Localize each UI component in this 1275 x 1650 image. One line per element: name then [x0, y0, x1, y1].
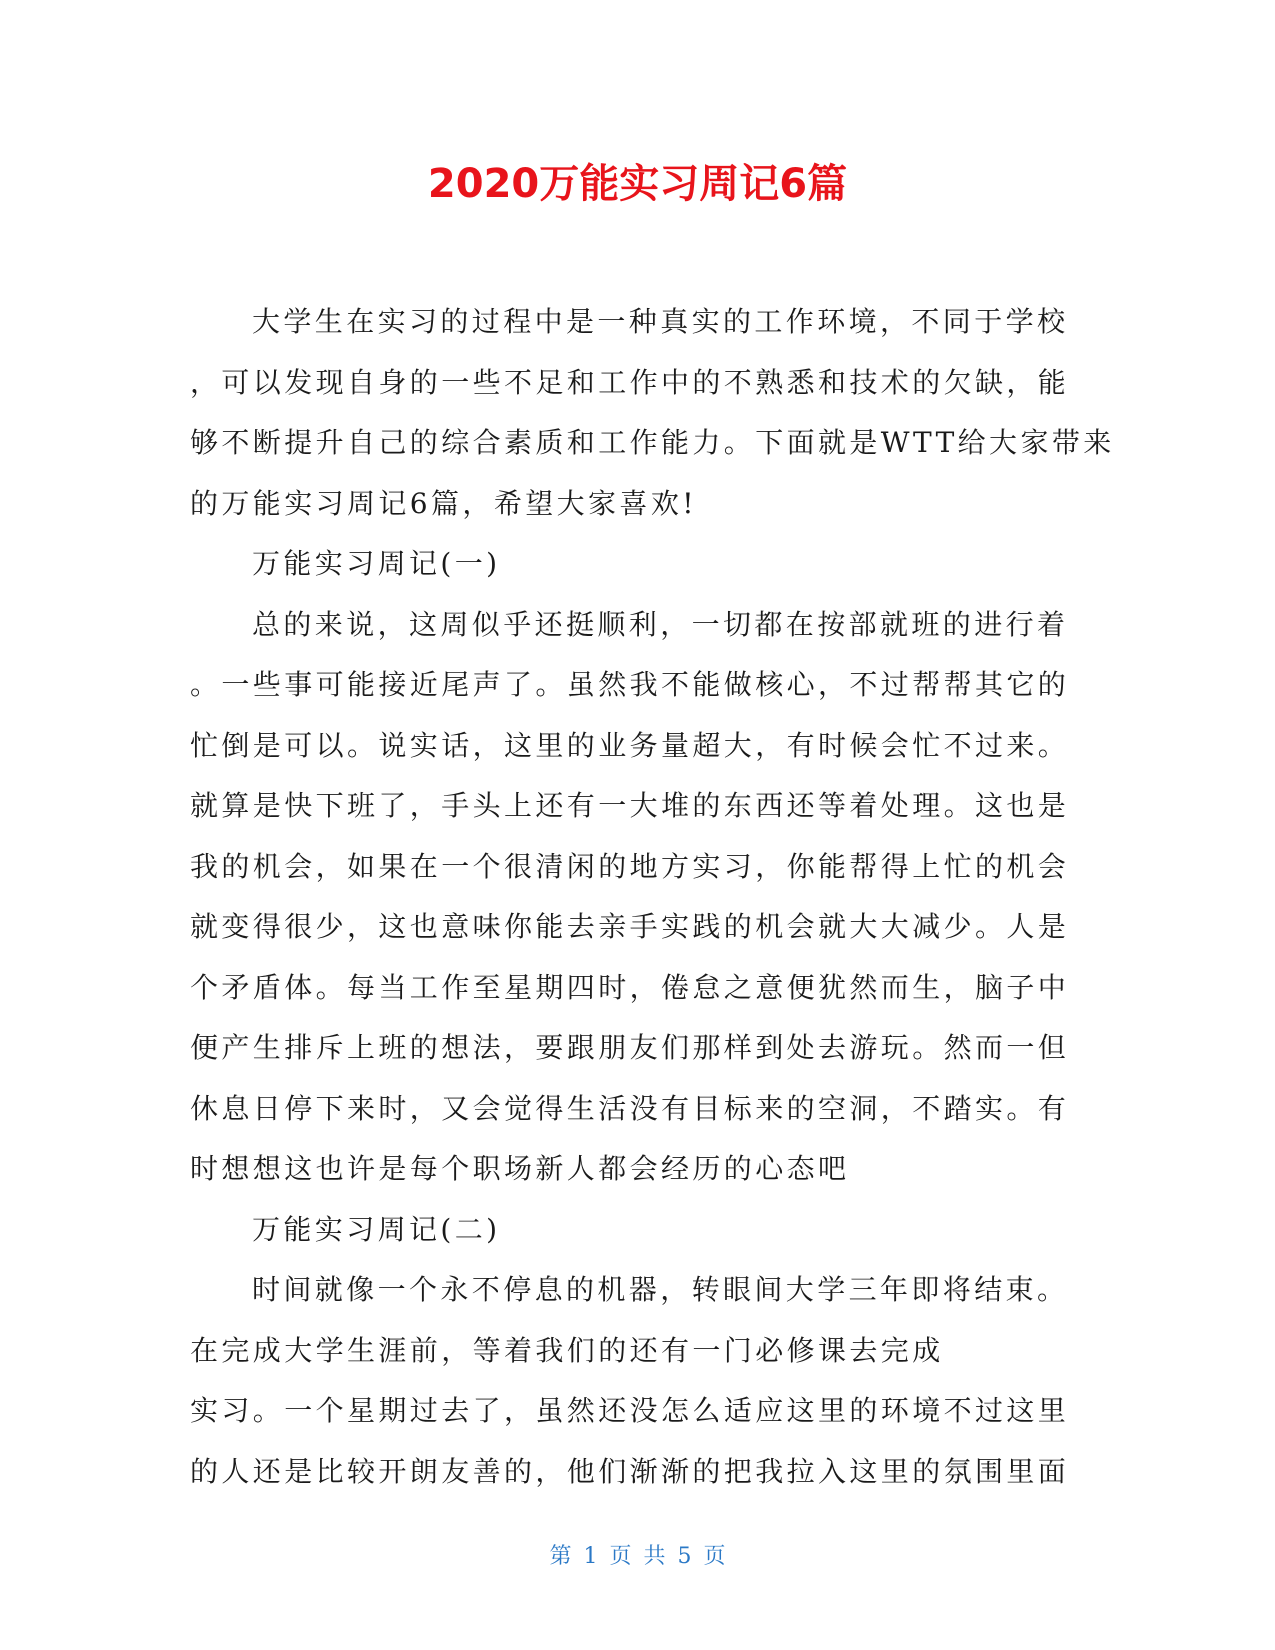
- document-body: [190, 292, 1115, 1502]
- text-line: 实习。一个星期过去了，虽然还没怎么适应这里的环境不过这里: [190, 1394, 1070, 1427]
- text-line: 。一些事可能接近尾声了。虽然我不能做核心，不过帮帮其它的: [190, 668, 1070, 701]
- footer-total-pages: 5: [677, 1544, 692, 1569]
- text-line: 大学生在实习的过程中是一种真实的工作环境，不同于学校: [252, 305, 1069, 338]
- footer-page-unit: 页: [609, 1544, 632, 1569]
- section-heading: 万能实习周记(一): [252, 547, 501, 580]
- page-title: 2020万能实习周记6篇: [427, 161, 848, 207]
- text-line: 够不断提升自己的综合素质和工作能力。下面就是WTT给大家带来: [190, 426, 1115, 459]
- text-line: 的人还是比较开朗友善的，他们渐渐的把我拉入这里的氛围里面: [190, 1454, 1070, 1488]
- text-line: 总的来说，这周似乎还挺顺利，一切都在按部就班的进行着: [252, 607, 1069, 641]
- text-line: 就算是快下班了，手头上还有一大堆的东西还等着处理。这也是: [190, 789, 1070, 822]
- text-line: 个矛盾体。每当工作至星期四时，倦怠之意便犹然而生，脑子中: [190, 970, 1070, 1004]
- footer-current-page: 1: [583, 1544, 598, 1569]
- text-line: ，可以发现自身的一些不足和工作中的不熟悉和技术的欠缺，能: [190, 365, 1070, 399]
- text-line: 休息日停下来时，又会觉得生活没有目标来的空洞，不踏实。有: [190, 1091, 1070, 1125]
- section-heading: 万能实习周记(二): [252, 1212, 501, 1246]
- text-line: 忙倒是可以。说实话，这里的业务量超大，有时候会忙不过来。: [190, 728, 1070, 762]
- footer-total-unit: 页: [703, 1544, 726, 1569]
- text-line: 时想想这也许是每个职场新人都会经历的心态吧: [190, 1152, 850, 1185]
- text-line: 的万能实习周记6篇，希望大家喜欢!: [190, 486, 697, 520]
- text-line: 我的机会，如果在一个很清闲的地方实习，你能帮得上忙的机会: [190, 849, 1070, 883]
- text-line: 便产生排斥上班的想法，要跟朋友们那样到处去游玩。然而一但: [190, 1031, 1070, 1064]
- footer-total-label: 共: [643, 1544, 666, 1569]
- text-line: 在完成大学生涯前，等着我们的还有一门必修课去完成: [190, 1333, 944, 1367]
- footer-page-label: 第: [549, 1544, 572, 1569]
- text-line: 就变得很少，这也意味你能去亲手实践的机会就大大减少。人是: [190, 910, 1070, 943]
- text-line: 时间就像一个永不停息的机器，转眼间大学三年即将结束。: [252, 1273, 1069, 1306]
- page-footer: [0, 1542, 1275, 1572]
